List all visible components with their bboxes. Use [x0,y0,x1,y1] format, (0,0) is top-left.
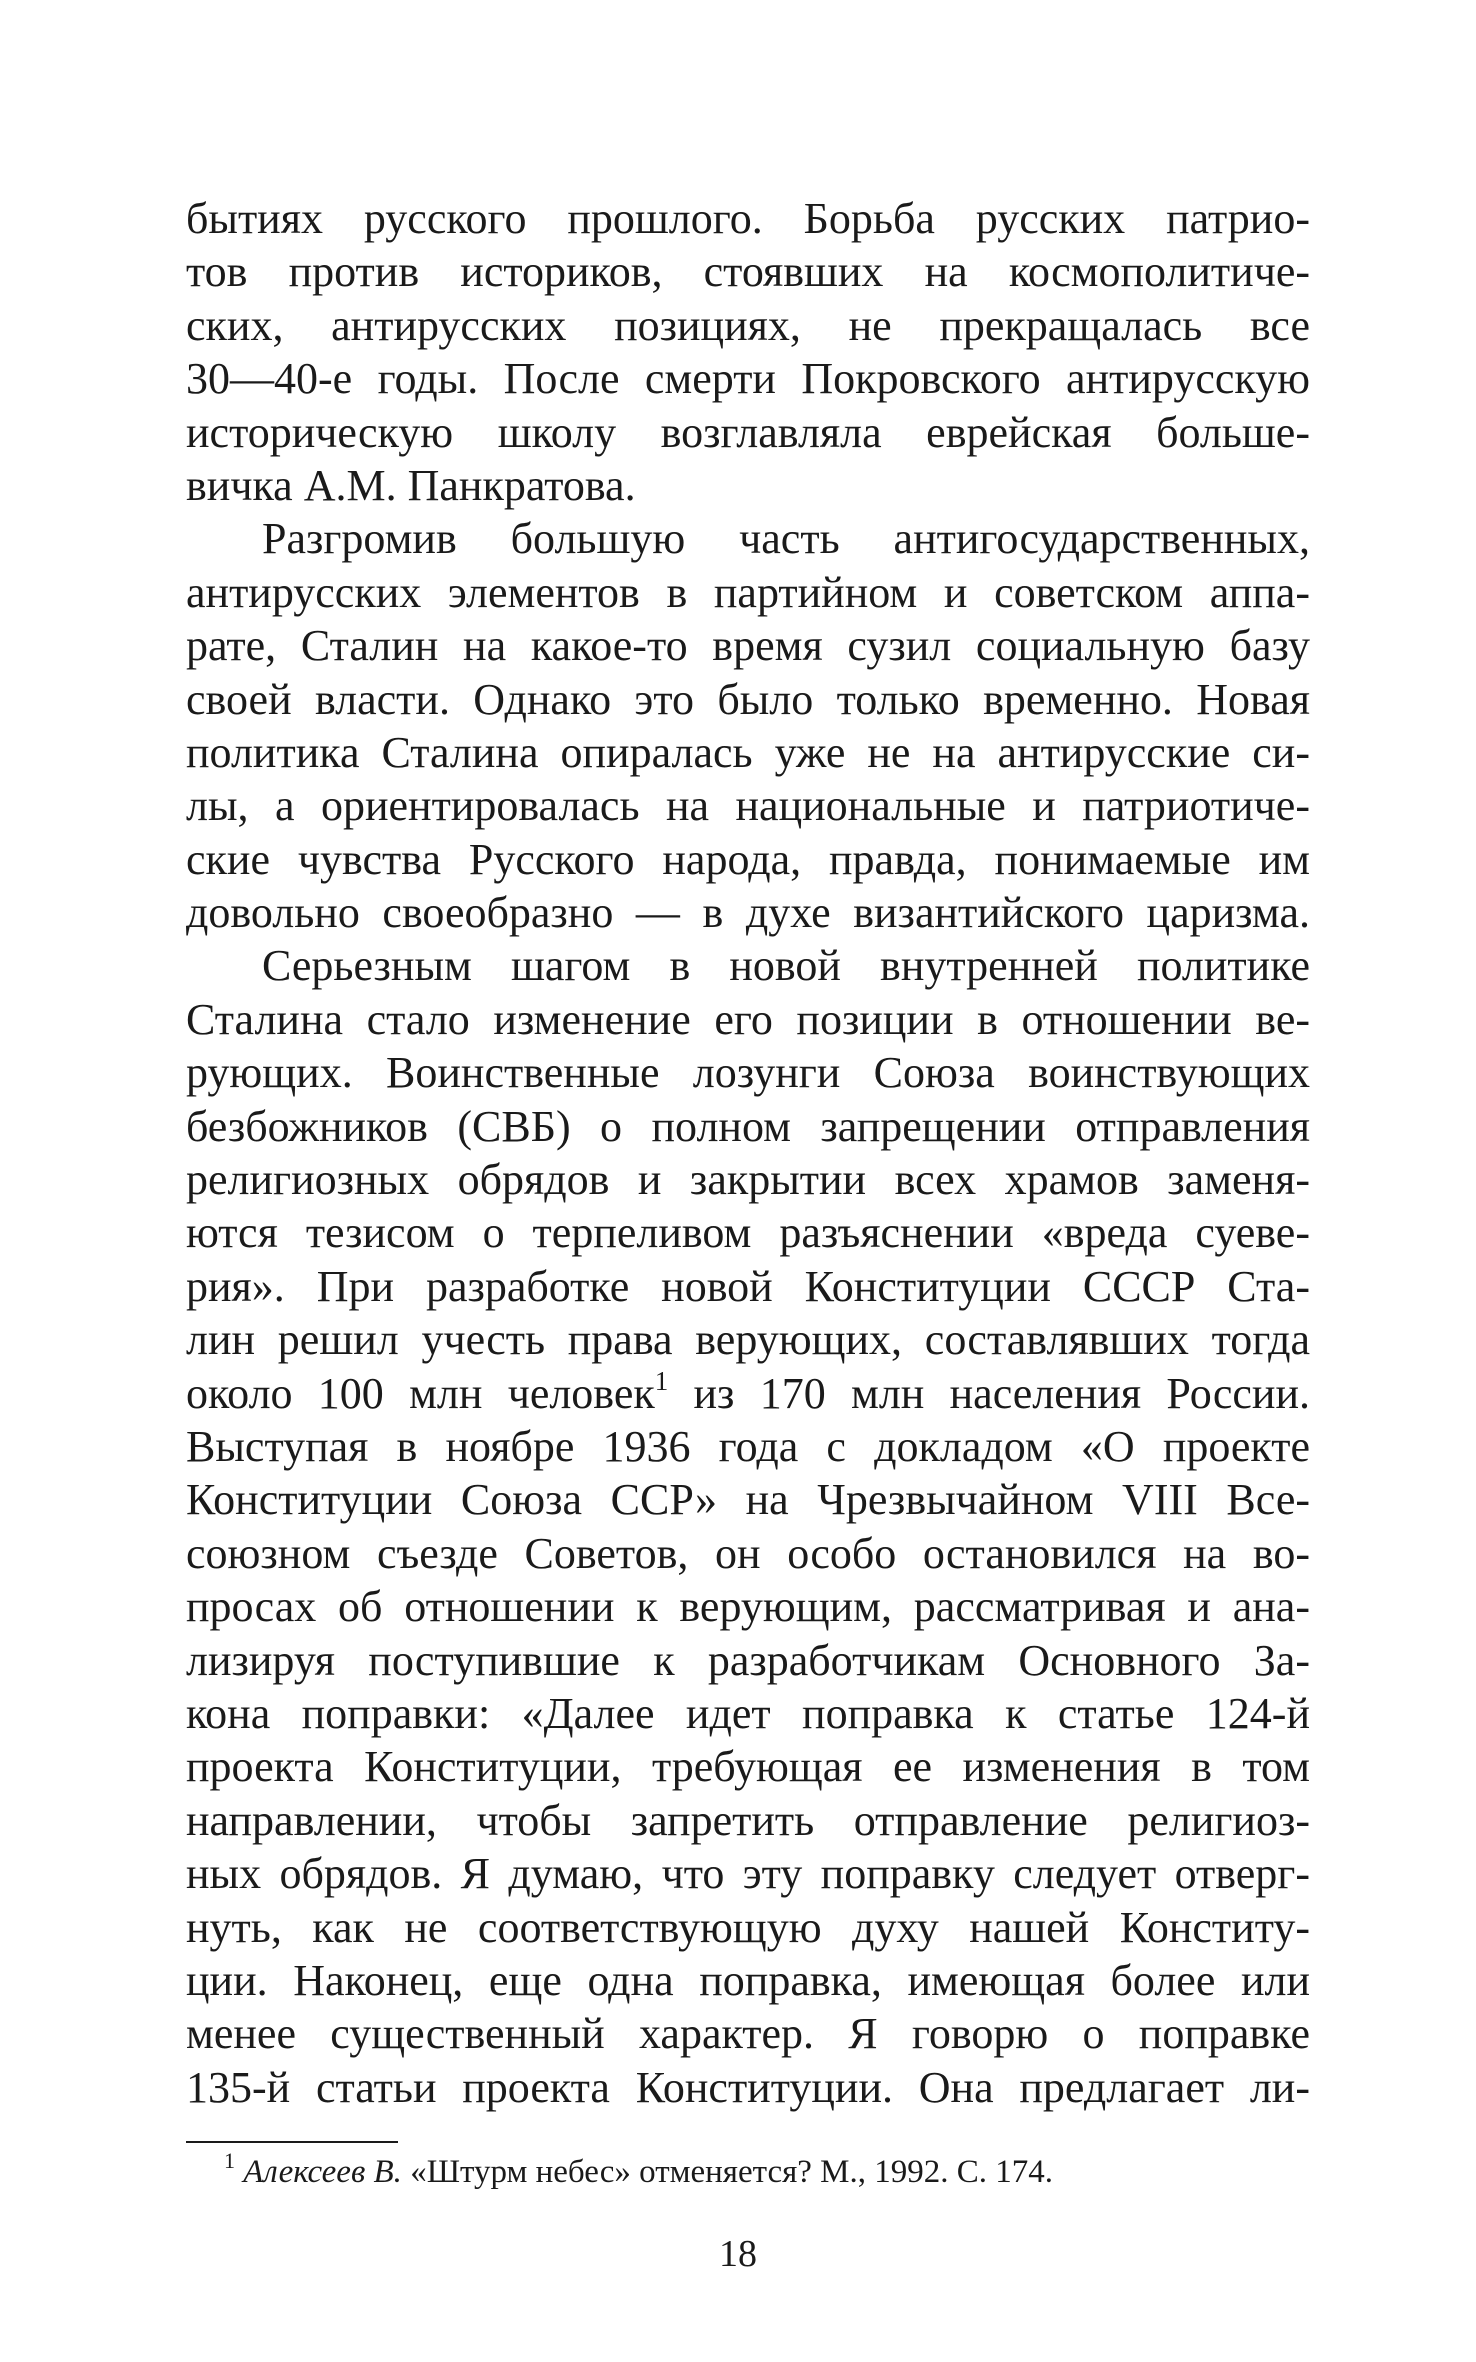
text-line: довольно своеобразно — в духе византийского царизма. [186,888,1310,938]
text-line: 135-й статьи проекта Конституции. Она предлагает ли- [186,2062,1310,2112]
text-line: тов против историков, стоявших на космополитиче- [186,247,1310,297]
text-segment: из 170 млн населения России. [668,1368,1310,1418]
text-line: бытиях русского прошлого. Борьба русских патрио- [186,194,1310,243]
text-line: политика Сталина опиралась уже не на антирусские си- [186,727,1310,777]
main-text [186,192,1310,2114]
text-line: религиозных обрядов и закрытии всех храмов заменя- [186,1155,1310,1205]
text-line: своей власти. Однако это было только временно. Новая [186,674,1310,724]
text-line: кона поправки: «Далее идет поправка к статье 124-й [186,1688,1310,1738]
text-line: Конституции Союза ССР» на Чрезвычайном VIII Все- [186,1475,1310,1525]
text-line: антирусских элементов в партийном и советском аппа- [186,567,1310,617]
text-line [186,1367,1310,1420]
text-line: безбожников (СВБ) о полном запрещении отправления [186,1101,1310,1151]
text-line: лизируя поступившие к разработчикам Основного За- [186,1635,1310,1685]
text-line: ются тезисом о терпеливом разъяснении «вреда суеве- [186,1208,1310,1258]
text-line: лин решил учесть права верующих, составлявших тогда [186,1315,1310,1365]
text-line: Серьезным шагом в новой внутренней политике [262,941,1310,991]
text-line: историческую школу возглавляла еврейская больше- [186,407,1310,457]
text-line: направлении, чтобы запретить отправление религиоз- [186,1795,1310,1845]
text-line: Сталина стало изменение его позиции в отношении ве- [186,994,1310,1044]
text-line: просах об отношении к верующим, рассматривая и ана- [186,1582,1310,1632]
text-segment: около 100 млн человек [186,1368,655,1418]
text-line: менее существенный характер. Я говорю о поправке [186,2009,1310,2059]
text-line: рате, Сталин на какое-то время сузил социальную базу [186,621,1310,671]
footnote-author: Алексеев В. [243,2154,402,2190]
text-line: рия». При разработке новой Конституции СССР Ста- [186,1261,1310,1311]
footnote [224,2148,1054,2192]
text-line: рующих. Воинственные лозунги Союза воинствующих [186,1048,1310,1098]
text-line: ции. Наконец, еще одна поправка, имеющая более или [186,1955,1310,2005]
text-line: союзном съезде Советов, он особо остановился на во- [186,1528,1310,1578]
footnote-source: «Штурм небес» отменяется? М., 1992. С. 174. [401,2154,1054,2190]
page-body [186,192,1310,2114]
text-line: ских, антирусских позициях, не прекращалась все [186,300,1310,350]
text-line: ские чувства Русского народа, правда, понимаемые им [186,834,1310,884]
text-line: нуть, как не соответствующую духу нашей Конститу- [186,1902,1310,1952]
page-number: 18 [719,2233,757,2275]
footnote-reference: 1 [654,1365,669,1396]
text-line: Выступая в ноябре 1936 года с докладом «О проекте [186,1421,1310,1471]
text-line: вичка А.М. Панкратова. [186,460,636,510]
text-line: лы, а ориентировалась на национальные и патриотиче- [186,781,1310,831]
text-line: Разгромив большую часть антигосударственных, [262,514,1310,564]
text-line: проекта Конституции, требующая ее изменения в том [186,1742,1310,1792]
text-line: ных обрядов. Я думаю, что эту поправку следует отверг- [186,1849,1310,1899]
text-line: 30—40-е годы. После смерти Покровского антирусскую [186,354,1310,404]
footnote-divider [186,2141,398,2143]
footnote-marker: 1 [224,2148,235,2173]
